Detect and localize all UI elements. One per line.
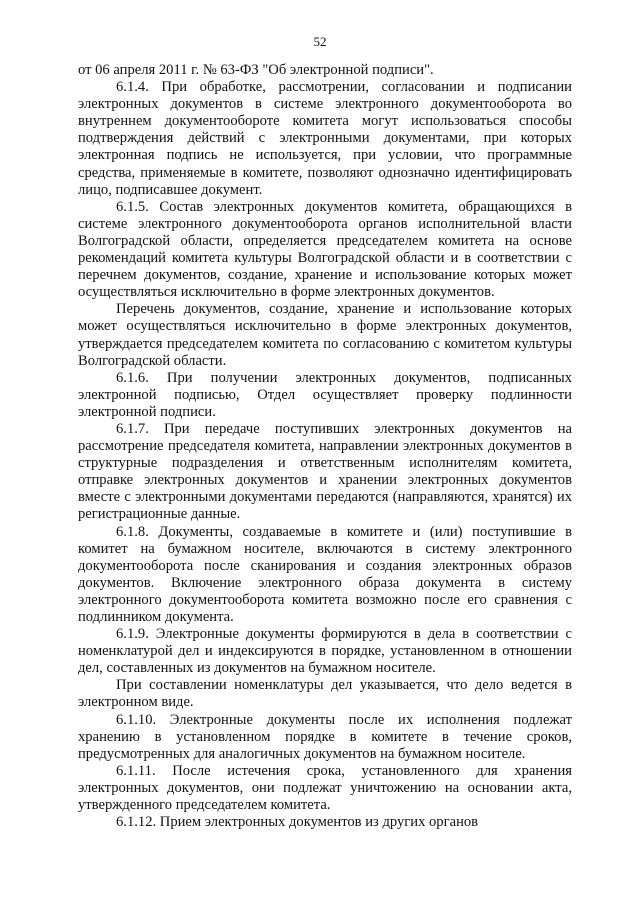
paragraph-6-1-10: 6.1.10. Электронные документы после их исполнения подлежат хранению в установленном порядке в комитете в течение сроков, предусмотренных для аналогичных документов на бумажном носителе.: [78, 711, 572, 762]
page-number: 52: [313, 34, 327, 49]
paragraph-6-1-4: 6.1.4. При обработке, рассмотрении, согласовании и подписании электронных документов в системе электронного документооборота во внутреннем документообороте комитета могут использоваться способы подтверждения действий с электронными документами, при которых электронная подпись не используется, при условии, что программные средства, применяемые в комитете, позволяют однозначно идентифицировать лицо, подписавшее документ.: [78, 79, 572, 198]
paragraph-6-1-11: 6.1.11. После истечения срока, установленного для хранения электронных документов, они подлежат уничтожению на основании акта, утвержденного председателем комитета.: [78, 762, 572, 814]
paragraph-6-1-6: 6.1.6. При получении электронных документов, подписанных электронной подписью, Отдел осуществляет проверку подлинности электронной подписи.: [78, 369, 572, 420]
paragraph-6-1-9: 6.1.9. Электронные документы формируются в дела в соответствии с номенклатурой дел и индексируются в порядке, установленном в отношении дел, составленных из документов на бумажном носителе.: [78, 626, 572, 677]
paragraph-continuation: от 06 апреля 2011 г. № 63-ФЗ "Об электронной подписи".: [78, 62, 434, 78]
document-body: [78, 62, 572, 831]
paragraph-6-1-5: 6.1.5. Состав электронных документов комитета, обращающихся в системе электронного документооборота органов исполнительной власти Волгоградской области, определяется председателем комитета на основе рекомендаций комитета культуры Волгоградской области и в соответствии с перечнем документов, создание, хранение и использование которых может осуществляться исключительно в форме электронных документов.: [78, 198, 572, 301]
paragraph-6-1-7: 6.1.7. При передаче поступивших электронных документов на рассмотрение председателя комитета, направлении электронных документов в структурные подразделения и ответственным исполнителям комитета, отправке электронных документов и хранении электронных документов вместе с электронными документами передаются (направляются, хранятся) их регистрационные данные.: [78, 420, 572, 523]
paragraph-document-list: Перечень документов, создание, хранение и использование которых может осуществляться исключительно в форме электронных документов, утверждается председателем комитета по согласованию с комитетом культуры Волгоградской области.: [78, 301, 572, 369]
paragraph-nomenclature: При составлении номенклатуры дел указывается, что дело ведется в электронном виде.: [78, 677, 572, 711]
paragraph-6-1-8: 6.1.8. Документы, создаваемые в комитете и (или) поступившие в комитет на бумажном носителе, включаются в систему электронного документооборота после сканирования и создания электронных образов документов. Включение электронного образа документа в систему электронного документооборота комитета возможно после его сравнения с подлинником документа.: [78, 523, 572, 625]
paragraph-6-1-12: 6.1.12. Прием электронных документов из других органов: [116, 814, 479, 831]
